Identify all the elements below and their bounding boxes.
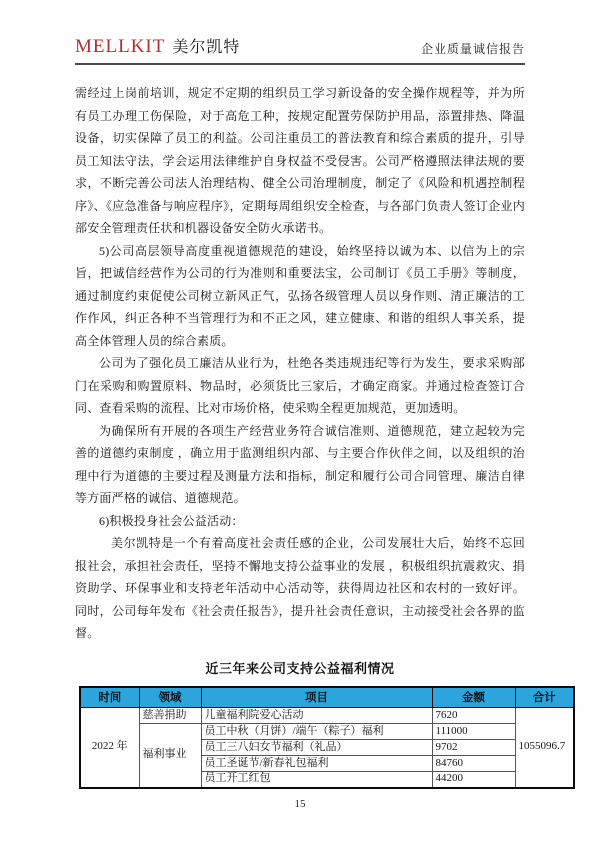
cell-amount: 84760: [432, 756, 515, 772]
paragraph: 美尔凯特是一个有着高度社会责任感的企业，公司发展壮大后，始终不忘回报社会，承担社会责任，坚持不懈地支持公益事业的发展 ，积极组织抗震救灾、捐资助学、环保事业和支持老年活动中心活动等，获得周边社区和农村的一致好评。同时，公司每年发布《社会责任报告》，提升社会责任意识，主动接受社会各界的监督。: [75, 536, 525, 640]
table-row: [80, 724, 574, 740]
column-header-total: 合计: [515, 687, 574, 708]
column-header-amount: 金额: [432, 687, 515, 708]
cell-item: 员工中秋（月饼）/端午（粽子）福利: [201, 724, 432, 740]
cell-total: 1055096.7: [515, 708, 574, 788]
paragraph: 5)公司高层领导高度重视道德规范的建设，始终坚持以诚为本、以信为上的宗旨，把诚信经营作为公司的行为准则和重要法宝，公司制订《员工手册》等制度，通过制度约束促使公司树立新风正气，弘扬各级管理人员以身作则、清正廉洁的工作作风，纠正各种不当管理行为和不正之风，建立健康、和谐的组织人事关系，提高全体管理人员的综合素质。: [75, 243, 525, 348]
cell-amount: 7620: [432, 708, 515, 724]
page-number: 15: [294, 797, 306, 810]
column-header-time: 时间: [80, 687, 139, 708]
paragraph: 需经过上岗前培训，规定不定期的组织员工学习新设备的安全操作规程等，并为所有员工办理工伤保险，对于高危工种，按规定配置劳保防护用品，添置排热、降温设备，切实保障了员工的利益。公司注重员工的普法教育和综合素质的提升，引导员工知法守法，学会运用法律维护自身权益不受侵害。公司严格遵照法律法规的要求，不断完善公司法人治理结构、健全公司治理制度，制定了《风险和机遇控制程序》、《应急准备与响应程序》，定期每周组织安全检查，与各部门负责人签订企业内部安全管理责任状和机器设备安全防火承诺书。: [75, 86, 525, 235]
section-heading: 6)积极投身社会公益活动：: [99, 513, 244, 528]
brand-name-cn: 美尔凯特: [172, 39, 241, 56]
paragraph: 公司为了强化员工廉洁从业行为，杜绝各类违规违纪等行为发生，要求采购部门在采购和购置原料、物品时，必须货比三家后，才确定商家。并通过检查签订合同、查看采购的流程、比对市场价格，使采购全程更加规范，更加透明。: [75, 356, 525, 415]
page-header: [75, 34, 525, 65]
column-header-field: 领域: [139, 687, 201, 708]
cell-item: 员工开工红包: [201, 772, 432, 788]
table-row: [80, 708, 574, 724]
cell-item: 儿童福利院爱心活动: [201, 708, 432, 724]
welfare-table: [79, 686, 575, 789]
table-title: 近三年来公司支持公益福利情况: [205, 660, 395, 676]
cell-item: 员工三八妇女节福利（礼品）: [201, 740, 432, 756]
body-text: [75, 82, 525, 645]
cell-field: 福利事业: [139, 724, 201, 788]
brand-logo-text: MELLKIT: [75, 36, 166, 57]
cell-year: 2022 年: [80, 708, 139, 788]
cell-item: 员工圣诞节/新春礼包福利: [201, 756, 432, 772]
cell-amount: 9702: [432, 740, 515, 756]
report-title: 企业质量诚信报告: [420, 42, 525, 56]
table-header-row: [80, 687, 574, 708]
cell-amount: 44200: [432, 772, 515, 788]
brand: [75, 34, 240, 58]
cell-field: 慈善捐助: [139, 708, 201, 724]
column-header-item: 项目: [201, 687, 432, 708]
paragraph: 为确保所有开展的各项生产经营业务符合诚信准则、道德规范，建立起较为完善的道德约束制度 ，确立用于监测组织内部、与主要合作伙伴之间，以及组织的治理中行为道德的主要过程及测量方法和指标，制定和履行公司合同管理、廉洁自律等方面严格的诚信、道德规范。: [75, 423, 525, 505]
cell-amount: 111000: [432, 724, 515, 740]
